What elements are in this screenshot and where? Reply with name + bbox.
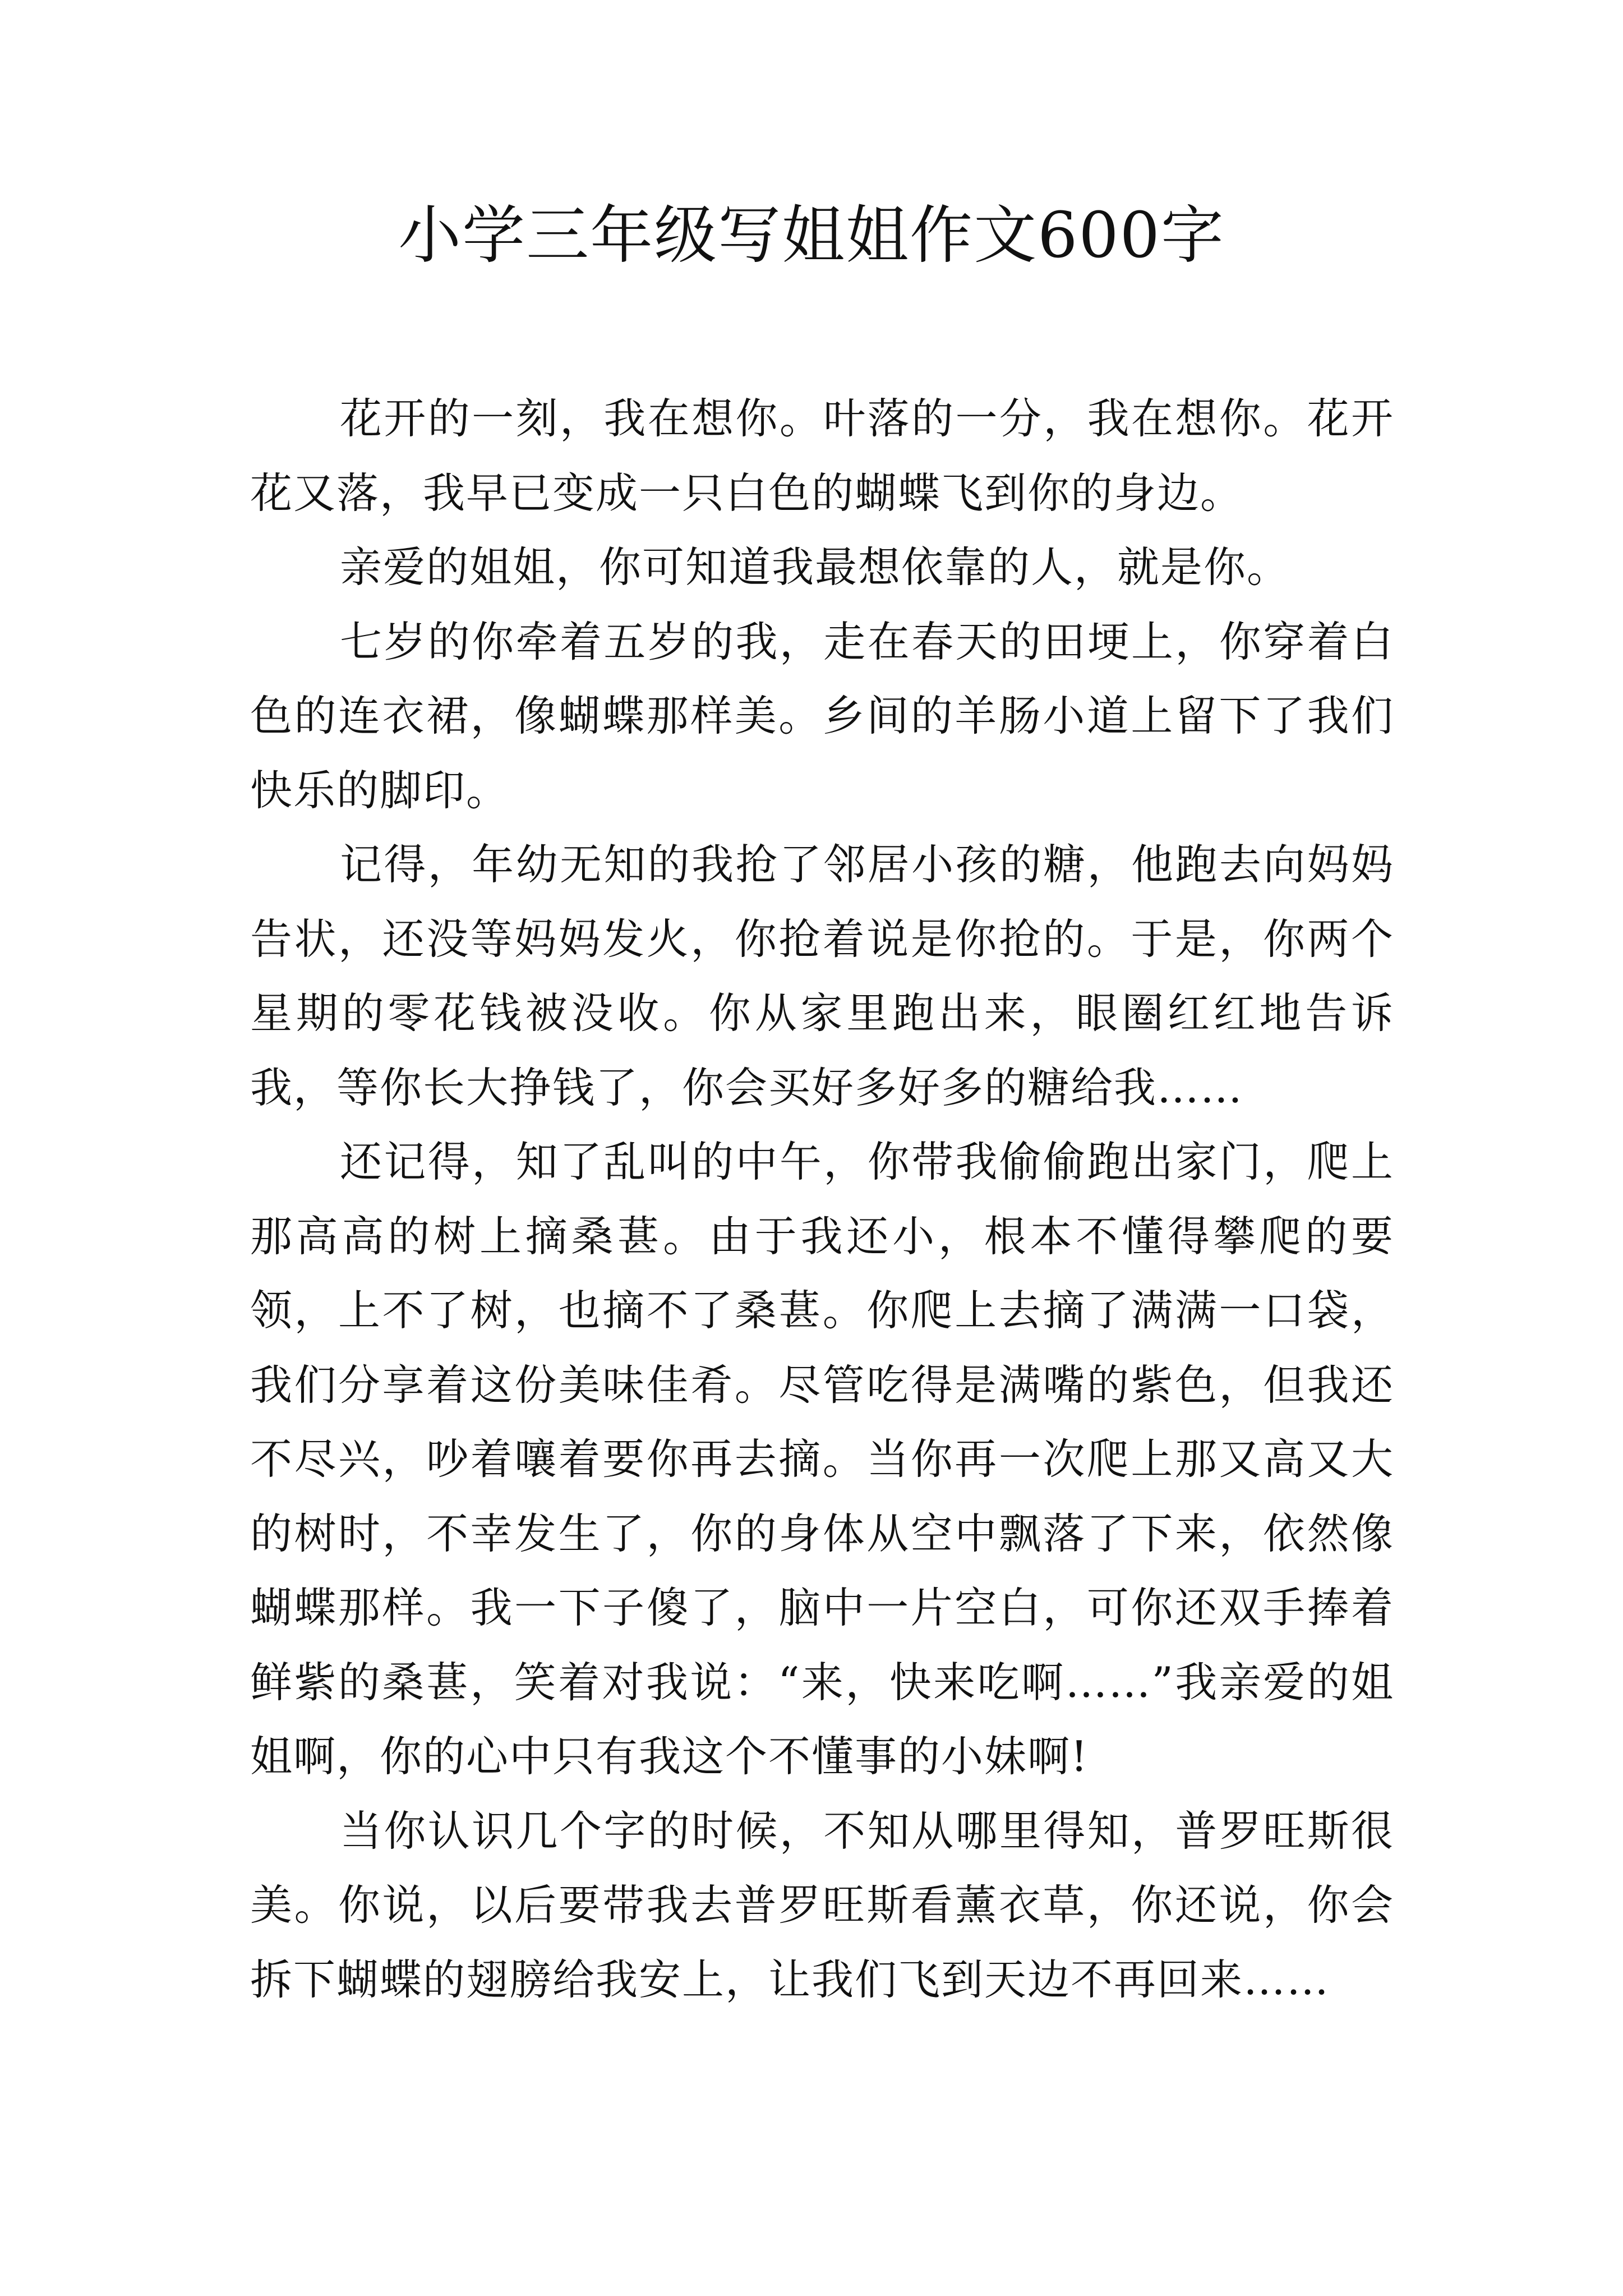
document-title: 小学三年级写姐姐作文600字 [398,199,1225,272]
paragraph-2: 亲爱的姐姐，你可知道我最想依靠的人，就是你。 [340,542,1290,592]
paragraph-4: 记得，年幼无知的我抢了邻居小孩的糖，他跑去向妈妈告状，还没等妈妈发火，你抢着说是你抢的。于是，你两个星期的零花钱被没收。你从家里跑出来，眼圈红红地告诉我，等你长大挣钱了，你会买好多好多的糖给我…… [250,840,1394,1112]
paragraph-5: 还记得，知了乱叫的中午，你带我偷偷跑出家门，爬上那高高的树上摘桑葚。由于我还小，根本不懂得攀爬的要领，上不了树，也摘不了桑葚。你爬上去摘了满满一口袋，我们分享着这份美味佳肴。尽管吃得是满嘴的紫色，但我还不尽兴，吵着嚷着要你再去摘。当你再一次爬上那又高又大的树时，不幸发生了，你的身体从空中飘落了下来，依然像蝴蝶那样。我一下子傻了，脑中一片空白，可你还双手捧着鲜紫的桑葚，笑着对我说：“来，快来吃啊……”我亲爱的姐姐啊，你的心中只有我这个不懂事的小妹啊! [250,1137,1394,1781]
document-body [250,381,1394,2017]
paragraph-1: 花开的一刻，我在想你。叶落的一分，我在想你。花开花又落，我早已变成一只白色的蝴蝶飞到你的身边。 [250,394,1394,518]
paragraph-6: 当你认识几个字的时候，不知从哪里得知，普罗旺斯很美。你说，以后要带我去普罗旺斯看薰衣草，你还说，你会拆下蝴蝶的翅膀给我安上，让我们飞到天边不再回来…… [250,1806,1394,2004]
paragraph-3: 七岁的你牵着五岁的我，走在春天的田埂上，你穿着白色的连衣裙，像蝴蝶那样美。乡间的羊肠小道上留下了我们快乐的脚印。 [250,616,1394,815]
